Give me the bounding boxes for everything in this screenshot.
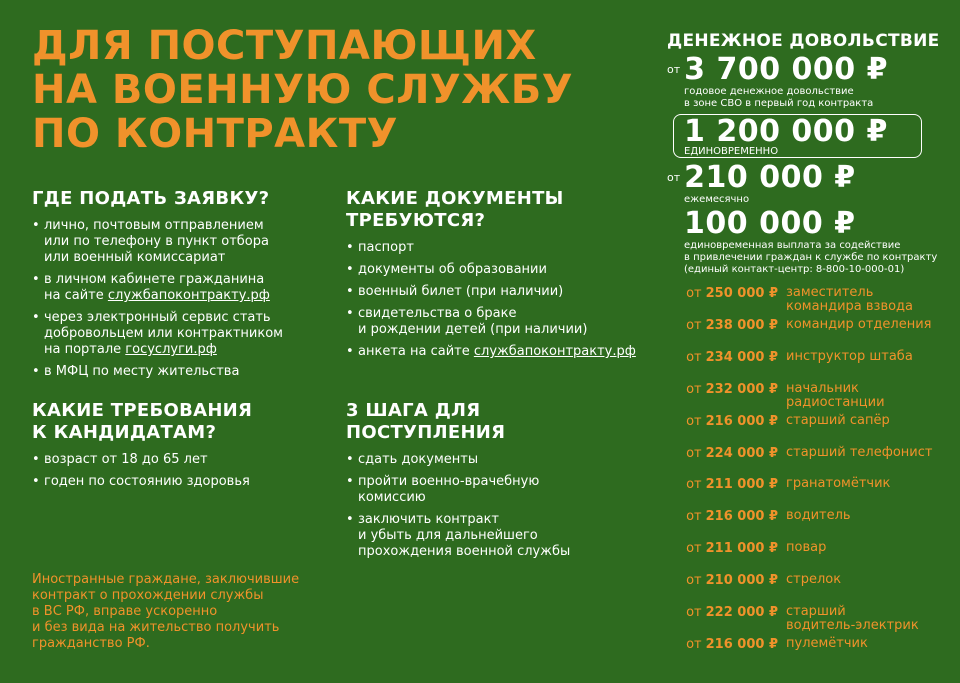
list-item: • паспорт	[346, 240, 646, 256]
position-row	[650, 477, 950, 509]
list-item: • через электронный сервис стать добровольцем или контрактником на портале госуслуги.рф	[32, 310, 332, 358]
site-link[interactable]: службапоконтракту.рф	[107, 288, 270, 303]
monthly-pay: $^{от}$ 210 000 ₽	[667, 160, 856, 195]
reqs-heading: КАКИЕ ТРЕБОВАНИЯ К КАНДИДАТАМ?	[32, 400, 253, 443]
steps-list	[346, 452, 646, 560]
monthly-amount: 210 000 ₽	[684, 160, 856, 195]
position-name: водитель	[786, 508, 851, 524]
list-item: • возраст от 18 до 65 лет	[32, 452, 332, 468]
lump-amount: 1 200 000 ₽	[684, 114, 888, 149]
position-row	[650, 382, 950, 414]
annual-amount: 3 700 000 ₽	[684, 52, 888, 87]
position-amount: от 222 000 ₽	[686, 605, 778, 620]
position-amount: от 234 000 ₽	[686, 349, 778, 365]
position-name: стрелок	[786, 572, 842, 588]
lump-pay	[684, 114, 888, 149]
position-amount: от 216 000 ₽	[686, 509, 778, 525]
position-amount: от 238 000 ₽	[686, 317, 778, 333]
list-item: • анкета на сайте службапоконтракту.рф	[346, 344, 646, 360]
documents-section	[346, 188, 646, 366]
position-amount: от 250 000 ₽	[686, 286, 778, 301]
lump-caption: ЕДИНОВРЕМЕННО	[684, 146, 779, 157]
position-name: гранатомётчик	[786, 476, 891, 492]
foreigners-note: Иностранные граждане, заключившие контракт о прохождении службы в ВС РФ, вправе ускоренно и без вида на жительство получить гражданство РФ.	[32, 572, 300, 651]
list-item: • годен по состоянию здоровья	[32, 474, 332, 490]
position-row	[650, 541, 950, 573]
position-amount: от 224 000 ₽	[686, 445, 778, 461]
where-list	[32, 218, 332, 380]
position-row	[650, 509, 950, 541]
position-name: старший водитель-электрик	[786, 604, 919, 633]
position-row	[650, 414, 950, 446]
position-name: командир отделения	[786, 316, 932, 332]
list-item: • документы об образовании	[346, 262, 646, 278]
page-title: ДЛЯ ПОСТУПАЮЩИХ НА ВОЕННУЮ СЛУЖБУ ПО КОНТРАКТУ	[32, 23, 574, 157]
position-amount: от 211 000 ₽	[686, 541, 778, 557]
steps-heading: 3 ШАГА ДЛЯ ПОСТУПЛЕНИЯ	[346, 400, 506, 443]
position-name: заместитель командира взвода	[786, 285, 914, 314]
docs-list	[346, 240, 646, 360]
reqs-list	[32, 452, 332, 490]
where-to-apply-section	[32, 188, 332, 386]
position-row	[650, 350, 950, 382]
list-item: • лично, почтовым отправлением или по телефону в пункт отбора или военный комиссариат	[32, 218, 332, 266]
gosuslugi-link[interactable]: госуслуги.рф	[125, 342, 217, 357]
requirements-section	[32, 400, 332, 496]
list-item: • в МФЦ по месту жительства	[32, 364, 332, 380]
where-heading: ГДЕ ПОДАТЬ ЗАЯВКУ?	[32, 188, 270, 209]
position-row	[650, 318, 950, 350]
referral-caption: единовременная выплата за содействие в привлечении граждан к службе по контракту (единый контакт-центр: 8-800-10-000-01)	[684, 240, 938, 275]
position-name: старший телефонист	[786, 444, 933, 460]
list-item: • сдать документы	[346, 452, 646, 468]
position-amount: от 216 000 ₽	[686, 636, 778, 652]
steps-section	[346, 400, 646, 566]
position-name: начальник радиостанции	[786, 380, 885, 410]
position-amount: от 232 000 ₽	[686, 381, 778, 397]
annual-caption: годовое денежное довольствие в зоне СВО в первый год контракта	[684, 86, 874, 109]
position-name: старший сапёр	[786, 412, 890, 428]
list-item: • свидетельства о браке и рождении детей (при наличии)	[346, 306, 646, 338]
list-item: • военный билет (при наличии)	[346, 284, 646, 300]
monthly-caption: ежемесячно	[684, 194, 750, 205]
docs-heading: КАКИЕ ДОКУМЕНТЫ ТРЕБУЮТСЯ?	[346, 188, 564, 231]
pay-title: ДЕНЕЖНОЕ ДОВОЛЬСТВИЕ	[667, 31, 940, 51]
site-link[interactable]: службапоконтракту.рф	[473, 344, 636, 359]
position-row	[650, 605, 950, 637]
position-row	[650, 446, 950, 478]
position-amount: от 211 000 ₽	[686, 477, 778, 493]
position-name: повар	[786, 540, 827, 556]
annual-pay: $^{от}$ 3 700 000 ₽	[667, 52, 888, 87]
referral-amount: 100 000 ₽	[684, 206, 856, 241]
position-row	[650, 286, 950, 318]
position-row	[650, 637, 950, 669]
referral-pay	[684, 206, 856, 241]
position-name: инструктор штаба	[786, 348, 913, 364]
position-amount: от 216 000 ₽	[686, 413, 778, 429]
list-item: • заключить контракт и убыть для дальнейшего прохождения военной службы	[346, 512, 646, 560]
list-item: • пройти военно-врачебную комиссию	[346, 474, 646, 506]
position-amount: от 210 000 ₽	[686, 573, 778, 589]
list-item: • в личном кабинете гражданина на сайте службапоконтракту.рф	[32, 272, 332, 304]
position-row	[650, 573, 950, 605]
position-name: пулемётчик	[786, 635, 868, 651]
